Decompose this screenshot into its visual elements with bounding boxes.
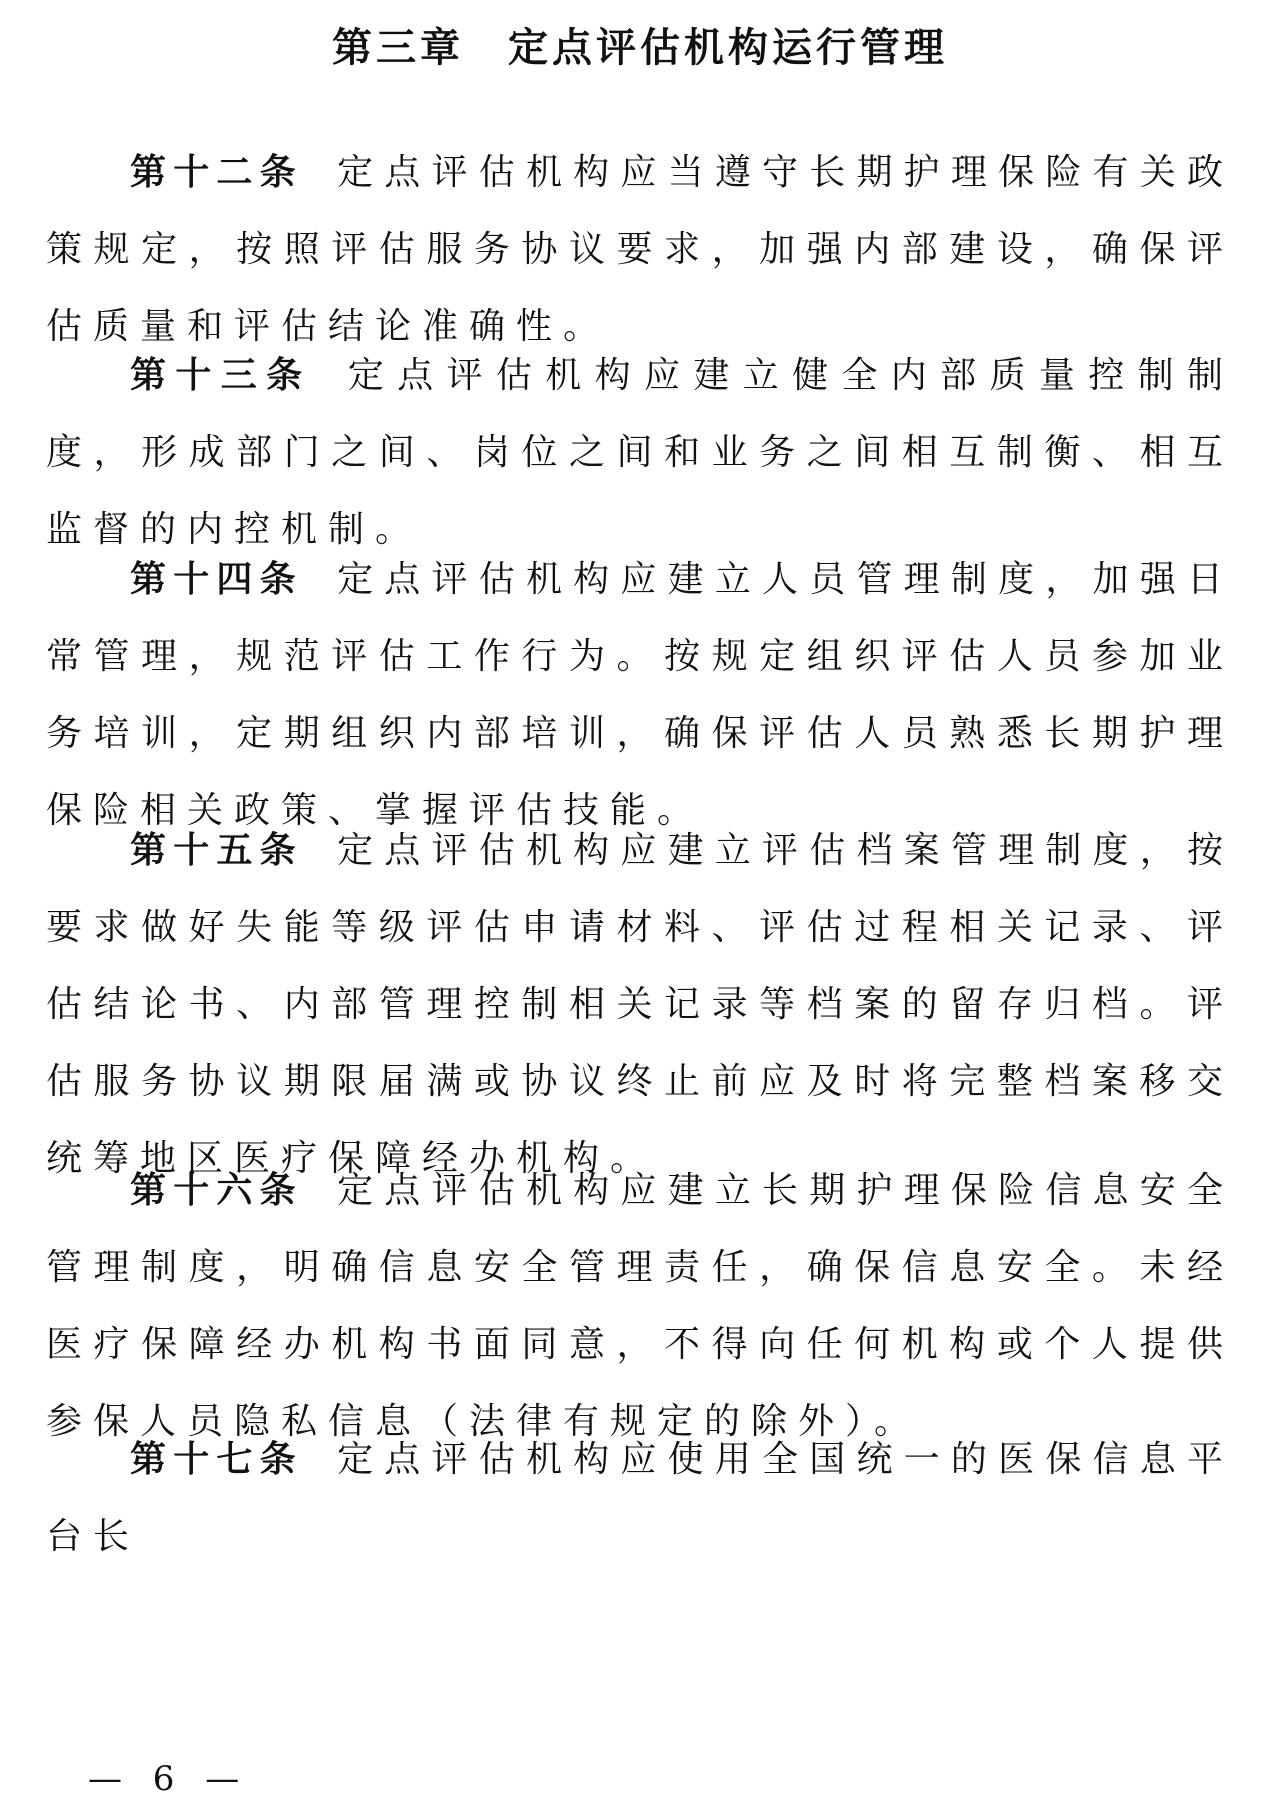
article-12 <box>46 134 1234 365</box>
article-17-label: 第十七条 <box>130 1439 303 1480</box>
article-15-label: 第十五条 <box>130 830 303 871</box>
article-14-label: 第十四条 <box>130 559 303 600</box>
article-16-text: 定点评估机构应建立长期护理保险信息安全管理制度，明确信息安全管理责任，确保信息安全。未经医疗保障经办机构书面同意，不得向任何机构或个人提供参保人员隐私信息（法律有规定的除外）。 <box>46 1170 1234 1442</box>
article-12-text: 定点评估机构应当遵守长期护理保险有关政策规定，按照评估服务协议要求，加强内部建设，确保评估质量和评估结论准确性。 <box>46 152 1234 347</box>
article-16 <box>46 1152 1234 1460</box>
article-14 <box>46 541 1234 849</box>
article-13-text: 定点评估机构应建立健全内部质量控制制度，形成部门之间、岗位之间和业务之间相互制衡、相互监督的内控机制。 <box>46 355 1234 550</box>
article-16-label: 第十六条 <box>130 1170 303 1211</box>
article-15-text: 定点评估机构应建立评估档案管理制度，按要求做好失能等级评估申请材料、评估过程相关记录、评估结论书、内部管理控制相关记录等档案的留存归档。评估服务协议期限届满或协议终止前应及时将完整档案移交统筹地区医疗保障经办机构。 <box>46 830 1234 1179</box>
article-12-label: 第十二条 <box>130 152 303 193</box>
article-17-text: 定点评估机构应使用全国统一的医保信息平台长 <box>46 1439 1234 1557</box>
article-17 <box>46 1421 1234 1575</box>
article-15 <box>46 812 1234 1197</box>
article-13-label: 第十三条 <box>130 355 312 396</box>
article-14-text: 定点评估机构应建立人员管理制度，加强日常管理，规范评估工作行为。按规定组织评估人员参加业务培训，定期组织内部培训，确保评估人员熟悉长期护理保险相关政策、掌握评估技能。 <box>46 559 1234 831</box>
page-number: — 6 — <box>88 1759 250 1799</box>
article-13 <box>46 337 1234 568</box>
chapter-title: 第三章 定点评估机构运行管理 <box>332 25 948 71</box>
